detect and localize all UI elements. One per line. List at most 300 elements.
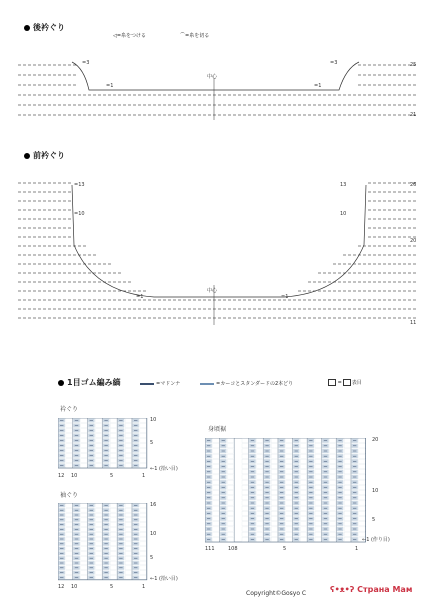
grid-cell <box>242 439 248 443</box>
grid-cell <box>315 501 321 505</box>
grid-cell <box>66 459 72 463</box>
grid-cell <box>257 485 263 489</box>
grid-cell <box>213 506 219 510</box>
grid-cell <box>125 571 131 575</box>
grid-cell <box>125 547 131 551</box>
grid-cell <box>66 542 72 546</box>
grid-cell <box>257 480 263 484</box>
grid-cell <box>140 552 146 556</box>
grid-cell <box>96 439 102 443</box>
grid-cell <box>286 470 292 474</box>
grid-cell <box>286 511 292 515</box>
grid-cell <box>344 522 350 526</box>
grid-cell <box>359 506 365 510</box>
grid-cell <box>359 485 365 489</box>
grid-cell <box>140 434 146 438</box>
cuff-col-5: 5 <box>110 584 114 590</box>
grid-cell <box>140 459 146 463</box>
grid-cell <box>315 527 321 531</box>
grid-cell <box>81 547 87 551</box>
grid-cell <box>315 470 321 474</box>
back-left-mark-3: =1 <box>106 83 114 89</box>
grid-cell <box>227 480 233 484</box>
grid-cell <box>81 523 87 527</box>
back-right-mark-1: =3 <box>330 60 338 66</box>
grid-cell <box>286 485 292 489</box>
grid-cell <box>110 561 116 565</box>
grid-cell <box>110 429 116 433</box>
grid-cell <box>242 470 248 474</box>
grid-cell <box>66 561 72 565</box>
front-neck-chart <box>14 175 424 330</box>
neck-col-12: 12 <box>58 473 65 479</box>
grid-cell <box>227 470 233 474</box>
cuff-col-10: 10 <box>71 584 78 590</box>
grid-cell <box>66 523 72 527</box>
grid-cell <box>227 522 233 526</box>
grid-cell <box>125 439 131 443</box>
front-right-mark-2: 10 <box>340 211 347 217</box>
grid-cell <box>330 439 336 443</box>
grid-cell <box>66 528 72 532</box>
grid-cell <box>300 449 306 453</box>
grid-cell <box>125 542 131 546</box>
grid-cell <box>110 552 116 556</box>
grid-cell <box>96 419 102 423</box>
grid-cell <box>330 522 336 526</box>
grid-cell <box>344 454 350 458</box>
grid-cell <box>359 527 365 531</box>
grid-cell <box>227 475 233 479</box>
grid-cell <box>286 449 292 453</box>
grid-cell <box>110 528 116 532</box>
grid-cell <box>344 485 350 489</box>
grid-cell <box>242 537 248 541</box>
grid-cell <box>96 547 102 551</box>
grid-cell <box>300 485 306 489</box>
grid-cell <box>213 459 219 463</box>
copyright-text: Copyright©Gosyo C <box>246 590 307 597</box>
grid-cell <box>359 459 365 463</box>
grid-cell <box>81 518 87 522</box>
grid-cell <box>286 522 292 526</box>
grid-cell <box>271 475 277 479</box>
grid-cell <box>140 454 146 458</box>
body-row-20: 20 <box>372 437 379 443</box>
ribbing-title: 1目ゴム編み縞 <box>58 377 121 388</box>
grid-cell <box>66 537 72 541</box>
grid-cell <box>330 485 336 489</box>
grid-cell <box>110 508 116 512</box>
grid-cell <box>96 518 102 522</box>
grid-cell <box>315 511 321 515</box>
legend-purl: = 表目 <box>328 379 362 386</box>
grid-cell <box>242 444 248 448</box>
grid-cell <box>213 527 219 531</box>
grid-cell <box>315 506 321 510</box>
legend-join-thread: ◁=糸をつける <box>113 33 147 39</box>
grid-cell <box>81 419 87 423</box>
grid-cell <box>96 528 102 532</box>
grid-cell <box>242 501 248 505</box>
grid-cell <box>344 511 350 515</box>
grid-cell <box>227 444 233 448</box>
grid-cell <box>66 518 72 522</box>
grid-cell <box>140 556 146 560</box>
grid-cell <box>315 454 321 458</box>
cuff-col-12: 12 <box>58 584 65 590</box>
body-start-note: ←1 (作り目) <box>362 537 390 543</box>
body-col-108: 108 <box>228 546 238 552</box>
grid-cell <box>300 465 306 469</box>
grid-cell <box>271 537 277 541</box>
grid-cell <box>242 506 248 510</box>
grid-cell <box>81 508 87 512</box>
grid-cell <box>344 444 350 448</box>
cuff-row-16: 16 <box>150 502 157 508</box>
grid-cell <box>81 504 87 508</box>
grid-cell <box>125 561 131 565</box>
grid-cell <box>242 485 248 489</box>
grid-cell <box>344 532 350 536</box>
bullet-icon <box>24 25 30 31</box>
grid-cell <box>315 522 321 526</box>
grid-cell <box>125 508 131 512</box>
grid-cell <box>66 439 72 443</box>
grid-cell <box>125 454 131 458</box>
legend-madonna: =マドンナ <box>140 380 180 387</box>
grid-cell <box>300 537 306 541</box>
grid-cell <box>271 501 277 505</box>
neck-start-note: ←1 (拾い目) <box>150 466 178 472</box>
grid-cell <box>110 523 116 527</box>
grid-cell <box>96 537 102 541</box>
grid-cell <box>344 491 350 495</box>
grid-cell <box>96 566 102 570</box>
grid-cell <box>271 480 277 484</box>
grid-cell <box>213 454 219 458</box>
front-left-mark-1: =13 <box>74 182 85 188</box>
grid-cell <box>315 532 321 536</box>
grid-cell <box>300 501 306 505</box>
grid-cell <box>110 434 116 438</box>
grid-cell <box>96 513 102 517</box>
grid-cell <box>257 454 263 458</box>
grid-cell <box>242 465 248 469</box>
purl-box-icon <box>328 379 336 386</box>
grid-cell <box>213 501 219 505</box>
grid-cell <box>227 517 233 521</box>
grid-cell <box>286 465 292 469</box>
grid-cell <box>257 537 263 541</box>
grid-cell <box>140 513 146 517</box>
grid-cell <box>125 528 131 532</box>
grid-cell <box>257 501 263 505</box>
grid-cell <box>257 449 263 453</box>
grid-cell <box>66 449 72 453</box>
grid-cell <box>330 511 336 515</box>
grid-cell <box>315 496 321 500</box>
grid-cell <box>213 522 219 526</box>
grid-cell <box>213 475 219 479</box>
grid-cell <box>344 465 350 469</box>
grid-cell <box>213 511 219 515</box>
bullet-icon <box>58 380 64 386</box>
grid-cell <box>140 439 146 443</box>
grid-cell <box>271 527 277 531</box>
back-row-number-top: 25 <box>410 62 417 68</box>
grid-cell <box>66 556 72 560</box>
grid-cell <box>257 532 263 536</box>
grid-cell <box>257 491 263 495</box>
grid-cell <box>330 454 336 458</box>
grid-cell <box>344 459 350 463</box>
grid-cell <box>286 501 292 505</box>
grid-cell <box>271 444 277 448</box>
grid-cell <box>257 527 263 531</box>
neck-col-1: 1 <box>142 473 146 479</box>
grid-cell <box>315 449 321 453</box>
grid-cell <box>227 491 233 495</box>
grid-cell <box>125 566 131 570</box>
cuff-chart-title: 袖ぐり <box>60 492 79 499</box>
grid-cell <box>286 506 292 510</box>
grid-cell <box>96 429 102 433</box>
grid-cell <box>213 444 219 448</box>
grid-cell <box>140 444 146 448</box>
front-right-mark-1: 13 <box>340 182 347 188</box>
grid-cell <box>96 508 102 512</box>
grid-cell <box>242 454 248 458</box>
grid-cell <box>344 439 350 443</box>
grid-cell <box>125 424 131 428</box>
grid-cell <box>242 517 248 521</box>
grid-cell <box>140 449 146 453</box>
grid-cell <box>300 517 306 521</box>
grid-cell <box>359 511 365 515</box>
grid-cell <box>227 449 233 453</box>
grid-cell <box>81 429 87 433</box>
grid-cell <box>359 522 365 526</box>
grid-cell <box>257 475 263 479</box>
bullet-icon <box>24 153 30 159</box>
grid-cell <box>110 504 116 508</box>
legend-combo: =カーコとスタンダードの2本どり <box>200 380 293 387</box>
grid-cell <box>257 522 263 526</box>
bear-icon: ʕ•ᴥ•ʔ <box>330 585 355 594</box>
back-center-label: 中心 <box>207 74 218 80</box>
grid-cell <box>359 439 365 443</box>
grid-cell <box>330 491 336 495</box>
grid-cell <box>213 532 219 536</box>
knit-box-icon <box>343 379 351 386</box>
grid-cell <box>213 537 219 541</box>
grid-cell <box>359 496 365 500</box>
grid-cell <box>227 439 233 443</box>
grid-cell <box>227 496 233 500</box>
grid-cell <box>242 449 248 453</box>
grid-cell <box>344 527 350 531</box>
grid-cell <box>66 576 72 580</box>
grid-cell <box>96 504 102 508</box>
grid-cell <box>110 547 116 551</box>
grid-cell <box>96 424 102 428</box>
grid-cell <box>300 480 306 484</box>
grid-cell <box>271 506 277 510</box>
grid-cell <box>359 449 365 453</box>
neck-ribbing-grid <box>58 418 148 470</box>
grid-cell <box>227 506 233 510</box>
body-col-1: 1 <box>355 546 359 552</box>
grid-cell <box>242 532 248 536</box>
grid-cell <box>330 449 336 453</box>
grid-cell <box>110 542 116 546</box>
grid-cell <box>344 449 350 453</box>
grid-cell <box>271 470 277 474</box>
grid-cell <box>66 454 72 458</box>
grid-cell <box>66 552 72 556</box>
cuff-row-5: 5 <box>150 555 154 561</box>
front-row-number-top: 26 <box>410 182 417 188</box>
grid-cell <box>286 480 292 484</box>
body-col-5: 5 <box>283 546 287 552</box>
grid-cell <box>300 506 306 510</box>
front-left-mark-3: =1 <box>136 294 144 300</box>
grid-cell <box>315 459 321 463</box>
neck-row-10: 10 <box>150 417 157 423</box>
grid-cell <box>242 480 248 484</box>
grid-cell <box>344 475 350 479</box>
grid-cell <box>66 419 72 423</box>
grid-cell <box>300 439 306 443</box>
grid-cell <box>66 513 72 517</box>
grid-cell <box>359 491 365 495</box>
grid-cell <box>271 454 277 458</box>
grid-cell <box>81 571 87 575</box>
grid-cell <box>140 532 146 536</box>
grid-cell <box>227 485 233 489</box>
grid-cell <box>359 444 365 448</box>
grid-cell <box>96 449 102 453</box>
grid-cell <box>286 439 292 443</box>
grid-cell <box>125 434 131 438</box>
grid-cell <box>110 576 116 580</box>
grid-cell <box>286 532 292 536</box>
grid-cell <box>330 444 336 448</box>
grid-cell <box>242 459 248 463</box>
grid-cell <box>359 517 365 521</box>
grid-cell <box>330 496 336 500</box>
front-neck-stitch-rows <box>18 183 416 318</box>
grid-cell <box>81 424 87 428</box>
grid-cell <box>257 511 263 515</box>
grid-cell <box>81 561 87 565</box>
grid-cell <box>81 459 87 463</box>
grid-cell <box>359 480 365 484</box>
body-col-111: 111 <box>205 546 215 552</box>
grid-cell <box>315 517 321 521</box>
grid-cell <box>96 571 102 575</box>
grid-cell <box>286 496 292 500</box>
front-left-mark-2: =10 <box>74 211 85 217</box>
grid-cell <box>330 480 336 484</box>
grid-cell <box>125 504 131 508</box>
grid-cell <box>257 496 263 500</box>
grid-cell <box>110 566 116 570</box>
grid-cell <box>66 571 72 575</box>
grid-cell <box>315 439 321 443</box>
grid-cell <box>140 429 146 433</box>
grid-cell <box>315 444 321 448</box>
neck-row-5: 5 <box>150 440 154 446</box>
grid-cell <box>96 542 102 546</box>
light-line-icon <box>200 383 214 385</box>
grid-cell <box>96 454 102 458</box>
grid-cell <box>344 496 350 500</box>
grid-cell <box>286 527 292 531</box>
grid-cell <box>315 537 321 541</box>
grid-cell <box>140 571 146 575</box>
grid-cell <box>271 511 277 515</box>
grid-cell <box>271 459 277 463</box>
grid-cell <box>81 528 87 532</box>
body-ribbing-grid <box>205 438 367 543</box>
grid-cell <box>330 506 336 510</box>
grid-cell <box>300 470 306 474</box>
grid-cell <box>315 475 321 479</box>
grid-cell <box>213 517 219 521</box>
grid-cell <box>140 547 146 551</box>
grid-cell <box>66 424 72 428</box>
grid-cell <box>96 434 102 438</box>
grid-frame <box>205 438 366 542</box>
grid-cell <box>81 439 87 443</box>
grid-cell <box>242 522 248 526</box>
grid-cell <box>110 419 116 423</box>
grid-cell <box>300 522 306 526</box>
grid-cell <box>110 556 116 560</box>
grid-cell <box>300 475 306 479</box>
grid-cell <box>125 556 131 560</box>
grid-cell <box>286 475 292 479</box>
grid-cell <box>110 537 116 541</box>
grid-cell <box>271 491 277 495</box>
grid-cell <box>271 517 277 521</box>
grid-cell <box>271 485 277 489</box>
grid-cell <box>66 429 72 433</box>
grid-cell <box>300 459 306 463</box>
grid-cell <box>330 532 336 536</box>
grid-cell <box>110 444 116 448</box>
cuff-start-note: ←1 (拾い目) <box>150 576 178 582</box>
grid-cell <box>110 518 116 522</box>
grid-cell <box>110 513 116 517</box>
grid-cell <box>81 449 87 453</box>
body-row-10: 10 <box>372 488 379 494</box>
grid-cell <box>242 511 248 515</box>
grid-cell <box>286 459 292 463</box>
grid-cell <box>125 552 131 556</box>
join-thread-icon: ◁ <box>113 33 117 39</box>
grid-cell <box>344 506 350 510</box>
grid-cell <box>110 424 116 428</box>
grid-cell <box>125 429 131 433</box>
neck-col-5: 5 <box>110 473 114 479</box>
grid-cell <box>81 454 87 458</box>
grid-cell <box>330 470 336 474</box>
grid-cell <box>81 556 87 560</box>
grid-cell <box>315 485 321 489</box>
